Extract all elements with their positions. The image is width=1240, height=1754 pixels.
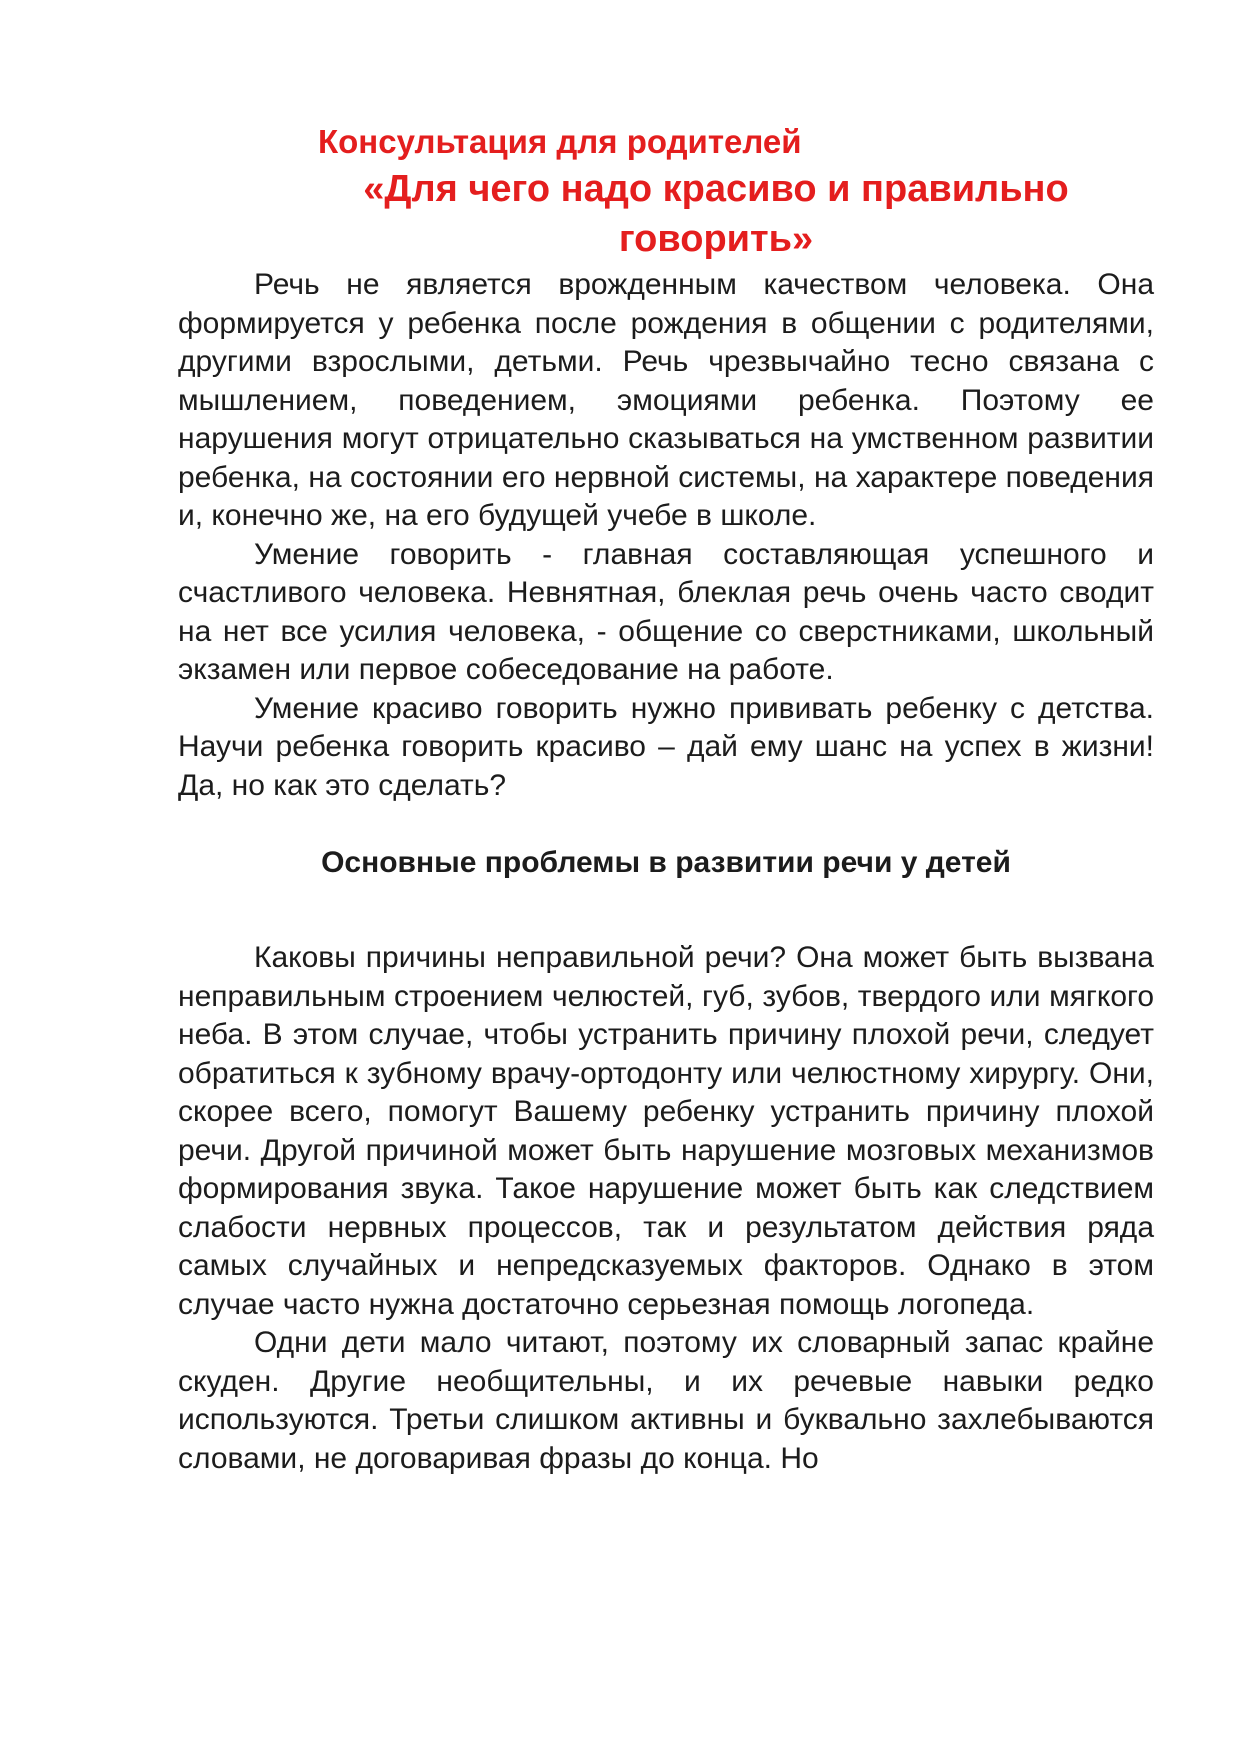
intro-paragraph-1: Речь не является врожденным качеством человека. Она формируется у ребенка после рождения в общении с родителями, другими взрослыми, детьми. Речь чрезвычайно тесно связана с мышлением, поведением, эмоциями ребенка. Поэтому ее нарушения могут отрицательно сказываться на умственном развитии ребенка, на состоянии его нервной системы, на характере поведения и, конечно же, на его будущей учебе в школе. <box>178 268 1154 532</box>
title-topic: «Для чего надо красиво и правильно говорить» <box>363 168 1069 260</box>
section-paragraph-1: Каковы причины неправильной речи? Она может быть вызвана неправильным строением челюстей, губ, зубов, твердого или мягкого неба. В этом случае, чтобы устранить причину плохой речи, следует обратиться к зубному врачу-ортодонту или челюстному хирургу. Они, скорее всего, помогут Вашему ребенку устранить причину плохой речи. Другой причиной может быть нарушение мозговых механизмов формирования звука. Такое нарушение может быть как следствием слабости нервных процессов, так и результатом действия ряда самых случайных и непредсказуемых факторов. Однако в этом случае часто нужна достаточно серьезная помощь логопеда. <box>178 941 1154 1321</box>
document-content <box>178 120 1154 1478</box>
intro-paragraph-2: Умение говорить - главная составляющая успешного и счастливого человека. Невнятная, блеклая речь очень часто сводит на нет все усилия человека, - общение со сверстниками, школьный экзамен или первое собеседование на работе. <box>178 537 1154 686</box>
intro-paragraph-3: Умение красиво говорить нужно прививать ребенку с детства. Научи ребенка говорить красиво – дай ему шанс на успех в жизни! Да, но как это сделать? <box>178 691 1154 802</box>
section-title: Основные проблемы в развитии речи у детей <box>321 846 1011 879</box>
section-paragraph-2: Одни дети мало читают, поэтому их словарный запас крайне скуден. Другие необщительны, и их речевые навыки редко используются. Третьи слишком активны и буквально захлебываются словами, не договаривая фразы до конца. Но <box>178 1326 1154 1475</box>
title-consultation: Консультация для родителей <box>318 123 802 160</box>
